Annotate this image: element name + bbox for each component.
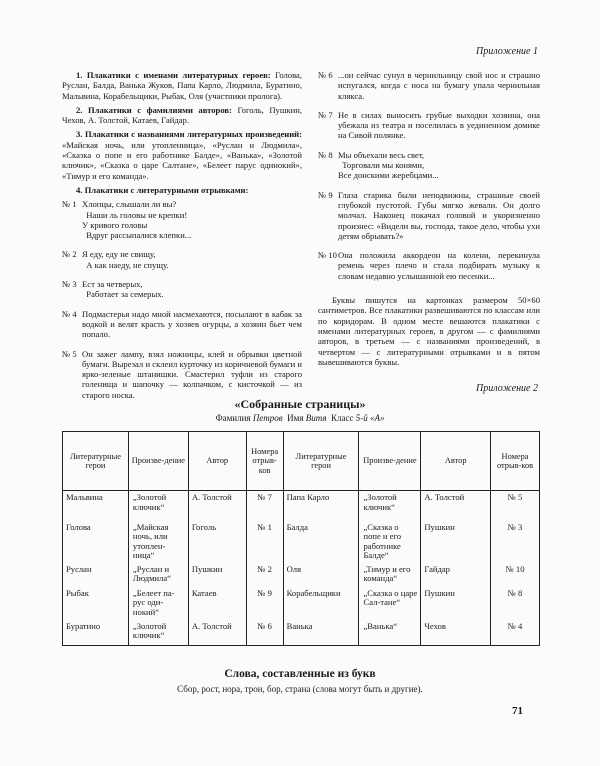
right-column <box>318 70 540 371</box>
excerpt-text: Я еду, еду не свищу, А как наеду, не спущу. <box>82 249 169 270</box>
column-header: Автор <box>188 432 246 491</box>
table-row <box>63 491 540 521</box>
table-cell: Оля <box>283 563 359 587</box>
excerpt-1 <box>62 199 302 240</box>
excerpt-5 <box>62 349 302 400</box>
name-label: Имя <box>287 413 304 423</box>
excerpt-text: Она положила аккордеон на колени, перекинула ремень через плечо и стала подбирать музыку к словам недавно услышанной ею песенки... <box>338 250 540 281</box>
left-column <box>62 70 302 409</box>
section-heroes-text: Голова, Руслан, Балда, Ванька Жуков, Папа Карло, Людмила, Буратино, Мальвина, Корабельщики, Рыбак, Оля (участники пролога). <box>62 70 302 101</box>
column-header: Номера отрыв-ков <box>246 432 283 491</box>
table-cell: № 4 <box>491 620 540 646</box>
excerpt-number: № 4 <box>62 308 77 319</box>
table-cell: „Золотой ключик“ <box>128 620 188 646</box>
section-works-heading: 3. Плакатики с названиями литературных произведений: <box>76 129 302 140</box>
table-cell: Папа Карло <box>283 491 359 521</box>
class-label: Класс <box>331 413 354 423</box>
table-cell: № 10 <box>491 563 540 587</box>
words-title: Слова, составленные из букв <box>224 668 376 680</box>
table-row <box>63 563 540 587</box>
letters-note: Буквы пишутся на картонках размером 50×60 сантиметров. Все плакатики развешиваются по классам или по коридорам. В одном месте вешаются плакатики с именами литературных героев, в другом — с фамилиями авторов, в третьем — с названиями произведений, в четвертом — с литературными отрывками и в пятом вывешиваются буквы. <box>318 295 540 367</box>
excerpt-text: Подмастерья надо мной насмехаются, посылают в кабак за водкой и велят красть у хозяев огурцы, а хозяин бьет чем попало. <box>82 308 302 340</box>
table-cell: А. Толстой <box>188 491 246 521</box>
table-cell: „Белеет па-рус оди-нокий“ <box>128 587 188 620</box>
table-cell: Балда <box>283 521 359 563</box>
table-cell: Руслан <box>63 563 129 587</box>
excerpt-text: Не в силах выносить грубые выходки хозяина, она убежала из театра и поселилась в уединенном домике на Сивой полянке. <box>338 109 540 141</box>
column-header: Номера отрыв-ков <box>491 432 540 491</box>
table-cell: № 9 <box>246 587 283 620</box>
section-authors <box>62 105 302 126</box>
table-cell: Ванька <box>283 620 359 646</box>
excerpt-4 <box>62 309 302 340</box>
column-header: Литературные герои <box>63 432 129 491</box>
collected-pages-table <box>62 431 540 646</box>
table-cell: А. Толстой <box>188 620 246 646</box>
table-row <box>63 620 540 646</box>
table-cell: Буратино <box>63 620 129 646</box>
table-cell: Рыбак <box>63 587 129 620</box>
table-cell: „Руслан и Людмила“ <box>128 563 188 587</box>
table-cell: Корабельщики <box>283 587 359 620</box>
table-row <box>63 587 540 620</box>
student-info <box>0 413 600 423</box>
column-header: Произве-дение <box>359 432 421 491</box>
table-cell: № 8 <box>491 587 540 620</box>
table-cell: „Майская ночь, или утоплен-ница“ <box>128 521 188 563</box>
excerpt-text: Ест за четверых, Работает за семерых. <box>82 279 164 300</box>
name-value: Витя <box>305 413 327 423</box>
section-heroes-heading: 1. Плакатики с именами литературных героев: <box>76 70 271 80</box>
section-excerpts-heading: 4. Плакатики с литературными отрывками: <box>76 184 249 195</box>
surname-label: Фамилия <box>215 413 251 423</box>
column-header: Произве-дение <box>128 432 188 491</box>
table-cell: А. Толстой <box>421 491 491 521</box>
excerpt-number: № 9 <box>318 189 333 200</box>
excerpt-text: Хлопцы, слышали ли вы? Наши ль головы не крепки! У кривого головы Вдруг рассыпалися клепки... <box>82 199 192 241</box>
excerpt-number: № 8 <box>318 149 333 160</box>
table-cell: Гайдар <box>421 563 491 587</box>
section-heroes <box>62 70 302 101</box>
excerpt-text: Глаза старика были неподвижны, страшные своей глубокой пустотой. Губы мягко жевали. Он долго молчал. Наконец покачал головой и укоризненно произнес: «Видели вы, господа, такое дело, чтобы ухи детям обрывать?» <box>338 189 540 241</box>
table-cell: Гоголь <box>188 521 246 563</box>
table-cell: „Сказка о царе Сал-тане“ <box>359 587 421 620</box>
table-header-row <box>63 432 540 491</box>
table-cell: № 3 <box>491 521 540 563</box>
excerpt-number: № 1 <box>62 199 77 210</box>
section-works-text: «Майская ночь, или утопленница», «Руслан и Людмила», «Сказка о попе и его работнике Балде», «Ванька», «Золотой ключик», «Сказка о царе Салтане», «Белеет парус одинокий», «Тимур и его команда». <box>62 139 302 181</box>
words-list: Сбор, рост, нора, трон, бор, страна (слова могут быть и другие). <box>177 684 423 694</box>
excerpt-number: № 6 <box>318 70 333 80</box>
excerpt-text: ...он сейчас сунул в чернильницу свой нос и страшно испугался, когда с носа на бумагу упала чернильная клякса. <box>338 70 540 101</box>
table-cell: № 7 <box>246 491 283 521</box>
excerpt-text: Мы объехали весь свет, Торговали мы конями, Все донскими жеребцами... <box>338 149 439 181</box>
excerpt-7 <box>318 110 540 141</box>
page-number: 71 <box>512 705 523 717</box>
table-cell: Мальвина <box>63 491 129 521</box>
excerpt-number: № 2 <box>62 249 77 260</box>
excerpt-3 <box>62 279 302 300</box>
table-cell: „Золотой ключик“ <box>128 491 188 521</box>
section-authors-heading: 2. Плакатики с фамилиями авторов: <box>76 104 232 115</box>
appendix-1-label: Приложение 1 <box>476 46 538 57</box>
table-cell: „Ванька“ <box>359 620 421 646</box>
section-works <box>62 129 302 180</box>
excerpt-number: № 7 <box>318 109 333 120</box>
table-cell: „Золотой ключик“ <box>359 491 421 521</box>
table-cell: Пушкин <box>421 587 491 620</box>
excerpt-2 <box>62 249 302 270</box>
excerpt-number: № 3 <box>62 279 77 290</box>
table-cell: Пушкин <box>188 563 246 587</box>
collected-pages-title: «Собранные страницы» <box>234 397 366 411</box>
class-value: 5-й «А» <box>355 413 385 423</box>
table-cell: Катаев <box>188 587 246 620</box>
excerpt-10 <box>318 250 540 281</box>
excerpt-number: № 5 <box>62 348 77 359</box>
excerpt-6 <box>318 70 540 101</box>
excerpt-text: Он зажег лампу, взял ножницы, клей и обрывки цветной бумаги. Вырезал и склеил курточку из коричневой бумаги и ярко-зеленые штанишки. Смастерил туфли из старого голенища и шапочку — колпачком, с кисточкой — из старого носка. <box>82 348 302 400</box>
column-header: Литературные герои <box>283 432 359 491</box>
column-header: Автор <box>421 432 491 491</box>
excerpt-8 <box>318 150 540 181</box>
surname-value: Петров <box>252 413 283 423</box>
table-cell: № 2 <box>246 563 283 587</box>
table-cell: № 6 <box>246 620 283 646</box>
table-cell: Чехов <box>421 620 491 646</box>
table-cell: Голова <box>63 521 129 563</box>
table-cell: № 1 <box>246 521 283 563</box>
table-cell: № 5 <box>491 491 540 521</box>
excerpt-number: № 10 <box>318 250 337 261</box>
table-row <box>63 521 540 563</box>
table-cell: Пушкин <box>421 521 491 563</box>
appendix-2-label: Приложение 2 <box>476 383 538 394</box>
excerpt-9 <box>318 190 540 241</box>
table-cell: „Сказка о попе и его работнике Балде“ <box>359 521 421 563</box>
section-authors-text: Гоголь, Пушкин, Чехов, А. Толстой, Катаев, Гайдар. <box>62 104 302 126</box>
table-cell: „Тимур и его команда“ <box>359 563 421 587</box>
